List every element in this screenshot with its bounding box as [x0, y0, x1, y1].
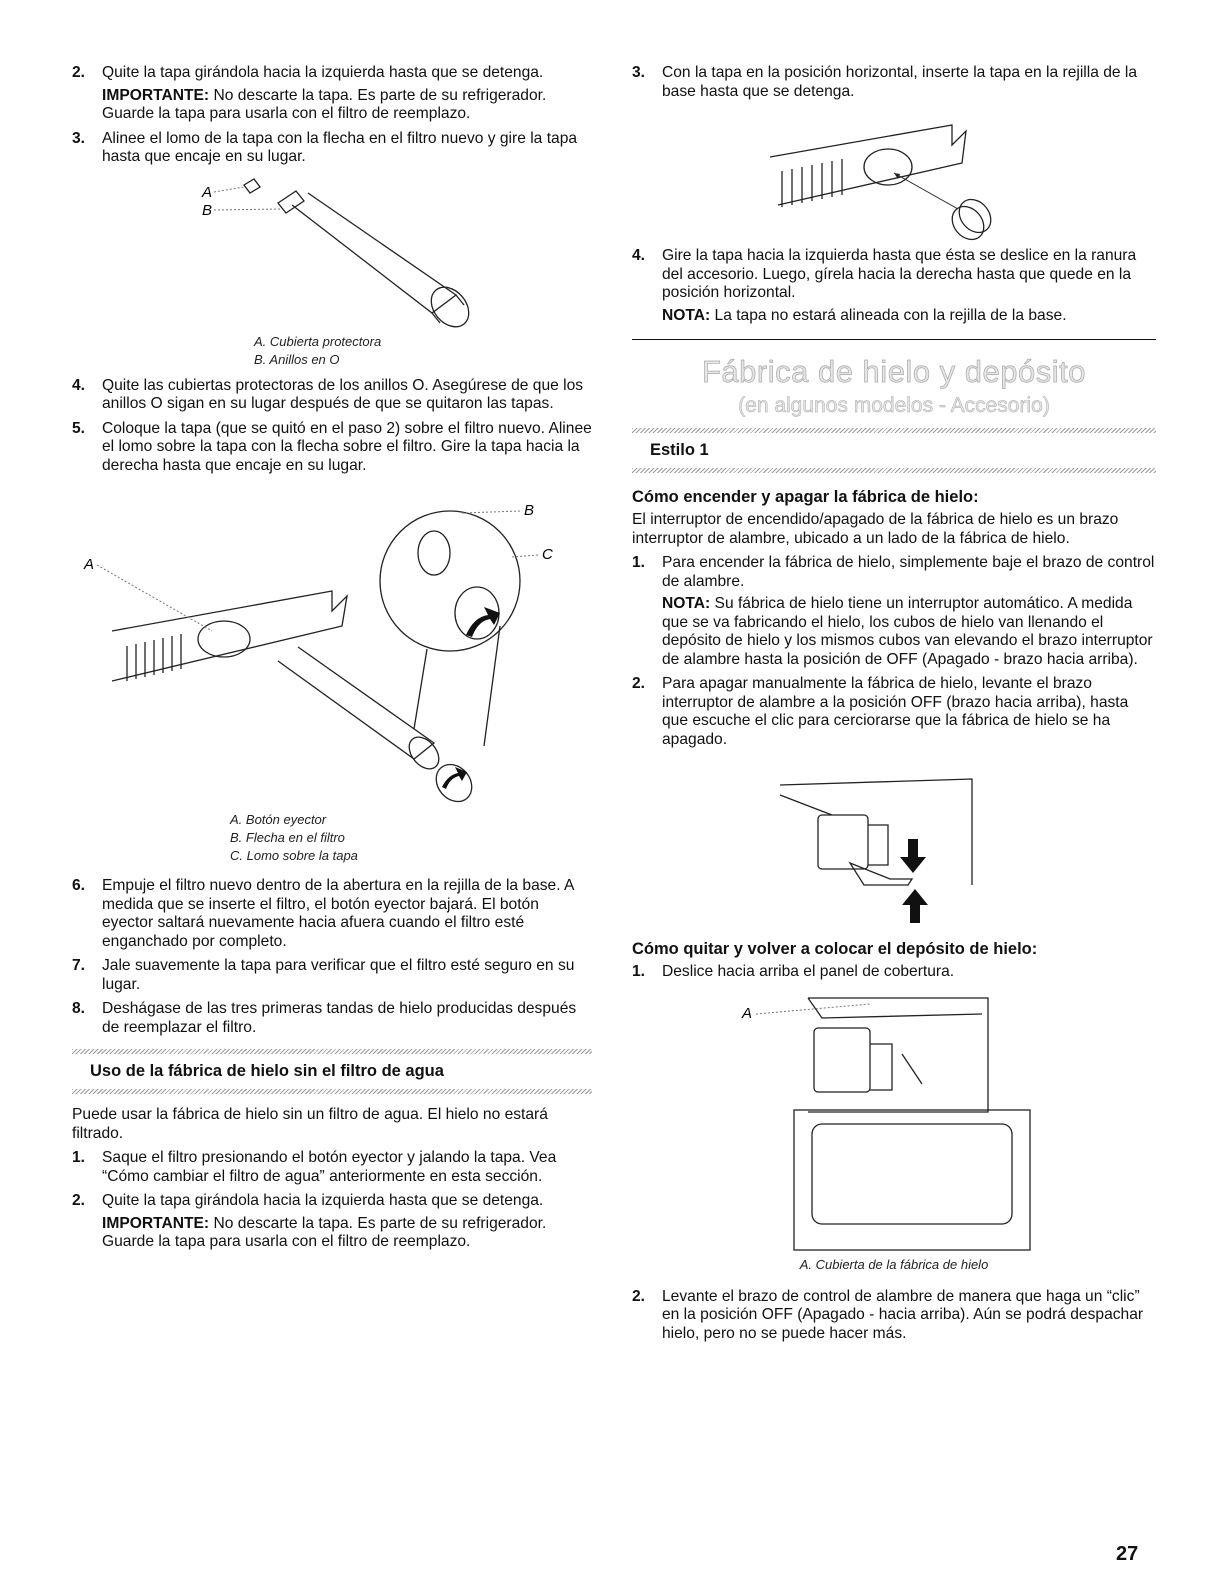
filter-illustration: [72, 173, 592, 333]
figure-2-caption: [72, 811, 592, 865]
divider-hatch: [632, 468, 1156, 473]
step-text: Quite las cubiertas protectoras de los anillos O. Asegúrese de que los anillos O sigan en su lugar después de que se quitaron las tapas.: [102, 376, 584, 412]
step-text: Para encender la fábrica de hielo, simplemente baje el brazo de control de alambre.: [662, 554, 1155, 590]
ice-bin-caption: A. Cubierta de la fábrica de hielo: [799, 1256, 989, 1272]
left-column: [72, 64, 592, 1258]
style-heading: Estilo 1: [650, 441, 709, 459]
label-a: A: [84, 556, 95, 573]
important-text: No descarte la tapa. Es parte de su refrigerador. Guarde la tapa para usarla con el filtro de reemplazo.: [102, 1214, 547, 1250]
label-c: C: [542, 546, 553, 563]
caption-b: B. Flecha en el filtro: [230, 830, 345, 845]
step-text: Saque el filtro presionando el botón eyector y jalando la tapa. Vea “Cómo cambiar el filtro de agua” anteriormente en esta sección.: [102, 1149, 557, 1185]
step-text: Coloque la tapa (que se quitó en el paso 2) sobre el filtro nuevo. Alinee el lomo sobre la tapa con la flecha sobre el filtro. Gire la tapa hacia la derecha hasta que encaje en su lugar.: [102, 419, 592, 474]
heading-on-off: Cómo encender y apagar la fábrica de hielo:: [632, 488, 979, 506]
on-step-1: [632, 554, 1156, 669]
ice-bin-figure: [632, 988, 1156, 1256]
right-column: [632, 64, 1156, 1349]
note-label: NOTA:: [662, 595, 711, 612]
important-note: [102, 1215, 592, 1252]
step-number: 2.: [72, 64, 86, 81]
important-label: IMPORTANTE:: [102, 86, 210, 104]
label-a: A: [742, 1004, 753, 1022]
step-number: 1.: [632, 963, 646, 980]
step-number: 4.: [632, 247, 646, 264]
step-6-push-filter: [72, 877, 592, 951]
arrow-down-icon: [900, 839, 926, 873]
step-text: Con la tapa en la posición horizontal, inserte la tapa en la rejilla de la base hasta que se detenga.: [662, 64, 1138, 100]
step-text: Deshágase de las tres primeras tandas de hielo producidas después de reemplazar el filtro.: [102, 1000, 577, 1036]
step-7-pull-cap: [72, 957, 592, 994]
step-number: 1.: [72, 1149, 86, 1166]
step-text: Empuje el filtro nuevo dentro de la abertura en la rejilla de la base. A medida que se inserte el filtro, el botón eyector bajará. El botón eyector saltará nuevamente hacia afuera cuando el filtro esté enganchado por completo.: [102, 877, 574, 950]
caption-a: A. Cubierta protectora: [254, 333, 382, 349]
caption-b: B. Anillos en O: [254, 351, 340, 367]
ice-maker-arm-figure: [632, 755, 1156, 925]
subheading-no-filter: Uso de la fábrica de hielo sin el filtro de agua: [90, 1062, 444, 1080]
divider-hatch: [72, 1089, 592, 1094]
step-text: Deslice hacia arriba el panel de cobertura.: [662, 963, 955, 980]
step-text: Quite la tapa girándola hacia la izquierda hasta que se detenga.: [102, 64, 544, 81]
arrow-up-icon: [902, 889, 928, 923]
note: [662, 595, 1156, 669]
label-b: B: [524, 502, 535, 519]
note: [662, 307, 1156, 326]
step-4-remove-covers: [72, 377, 592, 414]
step-number: 7.: [72, 957, 86, 974]
step-5-place-cap: [72, 420, 592, 476]
on-off-intro: El interruptor de encendido/apagado de la fábrica de hielo es un brazo interruptor de alambre, ubicado a un lado de la fábrica de hielo.: [632, 511, 1119, 547]
step-number: 2.: [632, 675, 646, 692]
step-text: Jale suavemente la tapa para verificar que el filtro esté seguro en su lugar.: [102, 957, 575, 993]
step-text: Quite la tapa girándola hacia la izquierda hasta que se detenga.: [102, 1192, 544, 1209]
no-filter-step-2: [72, 1192, 592, 1252]
important-text: No descarte la tapa. Es parte de su refrigerador. Guarde la tapa para usarla con el filtro de reemplazo.: [102, 86, 547, 122]
filter-figure-2: [72, 481, 592, 811]
ice-maker-arm-illustration: [632, 755, 1156, 925]
page-number: 27: [1116, 1543, 1139, 1565]
step-number: 5.: [72, 419, 86, 437]
heading-remove-bin: Cómo quitar y volver a colocar el depósito de hielo:: [632, 940, 1038, 958]
step-number: 4.: [72, 376, 86, 394]
step-2-remove-cap: [72, 64, 592, 124]
filter-figure-1: [72, 173, 592, 333]
section-divider: [632, 339, 1156, 340]
step-number: 1.: [632, 554, 646, 571]
step-number: 3.: [72, 129, 86, 147]
note-label: NOTA:: [662, 306, 711, 324]
cap-grille-figure: [632, 107, 1156, 247]
filter-insertion-illustration: [72, 481, 592, 811]
label-a: A: [202, 183, 213, 201]
step-number: 3.: [632, 64, 646, 81]
caption-a: A. Botón eyector: [230, 812, 327, 827]
important-note: [102, 87, 592, 124]
note-text: Su fábrica de hielo tiene un interruptor automático. A medida que se va fabricando el hielo, los cubos de hielo van llenando el depósito de hielo y los mismos cubos van elevando el brazo interruptor de alambre hasta la posición de OFF (Apagado - brazo hacia arriba).: [662, 595, 1153, 668]
off-step-2: [632, 675, 1156, 749]
figure-1-caption: [72, 333, 592, 369]
no-filter-intro: Puede usar la fábrica de hielo sin un filtro de agua. El hielo no estará filtrado.: [72, 1106, 548, 1142]
step-text: Gire la tapa hacia la izquierda hasta que ésta se deslice en la ranura del accesorio. Luego, gírela hacia la derecha hasta que quede en la posición horizontal.: [662, 247, 1137, 301]
label-b: B: [202, 201, 213, 219]
step-3-align-cap: [72, 130, 592, 167]
caption-c: C. Lomo sobre la tapa: [230, 848, 358, 863]
step-number: 6.: [72, 877, 86, 894]
section-title: Fábrica de hielo y depósito: [701, 354, 1086, 389]
step-text: Para apagar manualmente la fábrica de hielo, levante el brazo interruptor de alambre a la posición OFF (brazo hacia arriba), hasta que escuche el clic para cerciorarse que la fábrica de hielo se ha apagado.: [662, 675, 1129, 748]
bin-step-1: [632, 963, 1156, 982]
step-text: Levante el brazo de control de alambre de manera que haga un “clic” en la posición OFF (Apagado - hacia arriba). Aún se podrá despachar hielo, pero no se puede hacer más.: [662, 1287, 1144, 1342]
step-text: Alinee el lomo de la tapa con la flecha en el filtro nuevo y gire la tapa hasta que encaje en su lugar.: [102, 129, 578, 165]
step-number: 8.: [72, 1000, 86, 1017]
section-subtitle: (en algunos modelos - Accesorio): [738, 394, 1050, 417]
cap-insert-illustration: [632, 107, 1156, 247]
no-filter-step-1: [72, 1149, 592, 1186]
step-number: 2.: [72, 1192, 86, 1209]
ice-bin-illustration: [632, 988, 1156, 1256]
step-4-rotate-cap: [632, 247, 1156, 325]
step-number: 2.: [632, 1287, 646, 1305]
step-8-discard-ice: [72, 1000, 592, 1037]
bin-step-2: [632, 1288, 1156, 1344]
important-label: IMPORTANTE:: [102, 1214, 210, 1232]
note-text: La tapa no estará alineada con la rejilla de la base.: [710, 306, 1067, 324]
step-3-insert-cap: [632, 64, 1156, 101]
